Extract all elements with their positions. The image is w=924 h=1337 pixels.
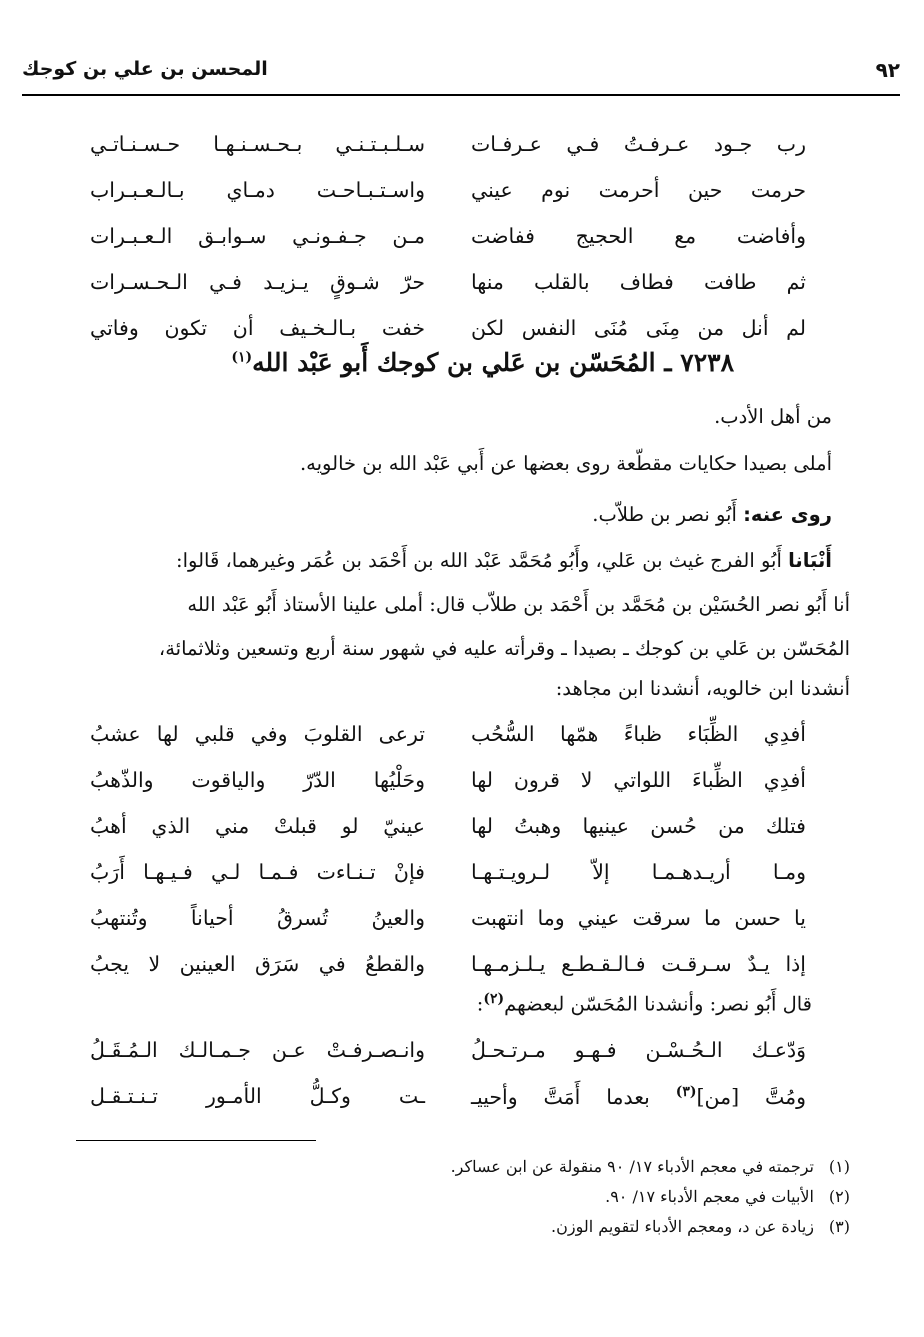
verse-second-hemistich: والعينُ تُسرقُ أحياناً وتُنتهبُ bbox=[90, 906, 425, 930]
verse-second-hemistich: عينيّ لو قبلتْ مني الذي أهبُ bbox=[90, 814, 425, 838]
footnote-text: ترجمته في معجم الأدباء ١٧/ ٩٠ منقولة عن ابن عساكر. bbox=[450, 1157, 814, 1176]
verse-first-hemistich: إذا يـدٌ سـرقـت فـالـقـطـع يـلـزمـهـا bbox=[471, 952, 806, 976]
verse-second-hemistich: فإنْ تـنـاءت فـمـا لـي فـيـهـا أَرَبُ bbox=[90, 860, 425, 884]
page-header bbox=[22, 54, 900, 96]
poem-2 bbox=[90, 714, 806, 990]
paragraph-label: روى عنه: bbox=[743, 503, 832, 526]
verse bbox=[90, 714, 806, 760]
verse bbox=[90, 852, 806, 898]
verse-second-hemistich: وانـصـرفـتْ عـن جـمـالـك الـمُـقَـلُ bbox=[90, 1038, 425, 1062]
footnote-ref: (٢) bbox=[483, 991, 505, 1007]
footnote bbox=[80, 1182, 850, 1212]
page-number: ٩٢ bbox=[875, 58, 900, 82]
paragraph-text: أَبُو نصر بن طلاّب. bbox=[592, 503, 744, 526]
paragraph-line: أنا أَبُو نصر الحُسَيْن بن مُحَمَّد بن أَحْمَد بن طلاّب قال: أملى علينا الأستاذ أَبُو عَبْد الله bbox=[187, 593, 850, 616]
verse-second-hemistich: وحَلْيُها الدّرّ والياقوت والذّهبُ bbox=[90, 768, 425, 792]
footnote-text: زيادة عن د، ومعجم الأدباء لتقويم الوزن. bbox=[551, 1217, 814, 1236]
narration-line bbox=[72, 978, 812, 1026]
verse-second-hemistich: سـلـبـتـنـي بـحـسـنـهـا حـسـنـاتـي bbox=[90, 132, 425, 156]
verse-second-hemistich: ـت وكـلُّ الأمـور تـنـتـقـل bbox=[90, 1084, 425, 1108]
poem-1 bbox=[90, 124, 806, 354]
verse bbox=[90, 1076, 806, 1122]
verse-first-hemistich: ومُتَّ [من]$^{(٣)}$ بعدما أَمَتَّ وأحييـ bbox=[471, 1084, 807, 1109]
paragraph: من أهل الأدب. bbox=[714, 405, 832, 428]
paragraph-line: المُحَسّن بن عَلي بن كوجك ـ بصيدا ـ وقرأته عليه في شهور سنة أربع وتسعين وثلاثمائة، bbox=[158, 637, 850, 660]
footnote-number: (١) bbox=[828, 1157, 850, 1176]
verse-second-hemistich: خفت بـالـخـيف أن تكون وفاتي bbox=[90, 316, 425, 340]
verse bbox=[90, 1030, 806, 1076]
verse-second-hemistich: ترعى القلوبَ وفي قلبي لها عشبُ bbox=[90, 722, 425, 746]
paragraph-label: أَنْبَانا bbox=[788, 549, 832, 572]
verse bbox=[90, 262, 806, 308]
narration-text: قال أَبُو نصر: وأنشدنا المُحَسّن لبعضهم bbox=[504, 992, 812, 1016]
footnote-text: الأبيات في معجم الأدباء ١٧/ ٩٠. bbox=[605, 1187, 814, 1206]
verse-first-hemistich: رب جـود عـرفـتُ فـي عـرفـات bbox=[471, 132, 806, 156]
footnote-number: (٢) bbox=[828, 1187, 850, 1206]
verse bbox=[90, 216, 806, 262]
paragraph bbox=[72, 540, 832, 582]
verse-first-hemistich: ثم طافت فطاف بالقلب منها bbox=[471, 270, 806, 294]
paragraph bbox=[72, 494, 832, 536]
paragraph-text: أَبُو الفرج غيث بن عَلي، وأَبُو مُحَمَّد عَبْد الله بن أَحْمَد بن عُمَر وغيرهما، قَالوا: bbox=[176, 549, 789, 572]
footnote-divider bbox=[76, 1140, 316, 1141]
footnote-ref: (١) bbox=[231, 349, 253, 366]
verse-first-hemistich: فتلك من حُسن عينيها وهبتُ لها bbox=[471, 814, 806, 838]
colon: : bbox=[476, 992, 484, 1016]
verse-first-hemistich: يا حسن ما سرقت عيني وما انتهبت bbox=[471, 906, 806, 930]
verse-first-hemistich: وأفاضت مع الحجيج ففاضت bbox=[471, 224, 806, 248]
verse-first-hemistich: أفدِي الظِّباءَ اللواتي لا قرون لها bbox=[471, 768, 806, 792]
verse bbox=[90, 760, 806, 806]
verse-first-hemistich: لم أنل من مِنَى مُنَى النفس لكن bbox=[471, 316, 806, 340]
verse-first-hemistich: وَدّعـك الـحُـسْـن فـهـو مـرتـحـلُ bbox=[471, 1038, 806, 1062]
verse-second-hemistich: والقطعُ في سَرَق العينين لا يجبُ bbox=[90, 952, 425, 976]
paragraph-line: أنشدنا ابن خالويه، أنشدنا ابن مجاهد: bbox=[555, 677, 850, 700]
verse bbox=[90, 898, 806, 944]
footnote bbox=[80, 1212, 850, 1242]
footnote-ref: (٣) bbox=[675, 1084, 697, 1100]
verse-second-hemistich: واسـتـبـاحـت دمـاي بـالـعـبـراب bbox=[90, 178, 425, 202]
entry-heading-text: ٧٢٣٨ ـ المُحَسّن بن عَلي بن كوجك أَبو عَبْد الله bbox=[252, 348, 734, 377]
entry-heading bbox=[231, 348, 734, 377]
verse-second-hemistich: مـن جـفـونـي سـوابـق الـعـبـرات bbox=[90, 224, 425, 248]
verse-second-hemistich: حرّ شـوقٍ يـزيـد فـي الـحـسـرات bbox=[90, 270, 425, 294]
verse bbox=[90, 170, 806, 216]
verse bbox=[90, 124, 806, 170]
verse-first-hemistich: ومـا أريـدهـمـا إلاّ لـرويـتـهـا bbox=[471, 860, 806, 884]
footnotes bbox=[80, 1152, 850, 1242]
running-title: المحسن بن علي بن كوجك bbox=[22, 58, 268, 80]
paragraph: أملى بصيدا حكايات مقطّعة روى بعضها عن أَبي عَبْد الله بن خالويه. bbox=[299, 452, 832, 475]
footnote bbox=[80, 1152, 850, 1182]
poem-3 bbox=[90, 1030, 806, 1122]
footnote-number: (٣) bbox=[828, 1217, 850, 1236]
verse-first-hemistich: حرمت حين أحرمت نوم عيني bbox=[471, 178, 806, 202]
verse-first-hemistich: أفدِي الظِّبَاء ظباءً همّها السُّحُب bbox=[471, 722, 806, 746]
verse bbox=[90, 806, 806, 852]
